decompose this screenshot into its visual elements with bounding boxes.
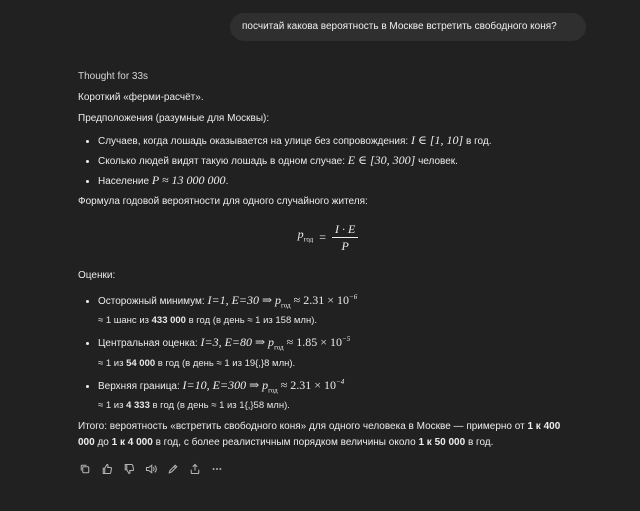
thumbs-down-icon[interactable] (122, 462, 136, 476)
intro-text: Короткий «ферми-расчёт». (78, 92, 204, 103)
formula-header: Формула годовой вероятности для одного случайного жителя: (78, 196, 368, 207)
copy-icon[interactable] (78, 462, 92, 476)
message-actions (78, 462, 224, 476)
user-message-text: посчитай какова вероятность в Москве встретить свободного коня? (242, 21, 557, 32)
speaker-icon[interactable] (144, 462, 158, 476)
assistant-response (78, 70, 578, 458)
estimate-item: • Осторожный минимум: I=1, E=30 ⇒ $p_{год} \approx 2.31 \times 10^{-6}$ ≈ 1 шанс из 433 000 в год (в день ≈ 1 из 158 млн). (98, 290, 578, 328)
formula-lhs: $p_{год}$ (297, 227, 314, 244)
estimates-list (78, 290, 578, 413)
assumptions-header: Предположения (разумные для Москвы): (78, 113, 270, 124)
assumption-item: • Случаев, когда лошадь оказывается на улице без сопровождения: I ∈ [1, 10] в год. (98, 133, 578, 149)
summary-text: Итого: вероятность «встретить свободного коня» для одного человека в Москве — примерно от 1 к 400 000 до 1 к 4 000 в год, с более реалистичным порядком величины около 1 к 50 000 в год. (78, 421, 561, 449)
assumption-item: • Население P ≈ 13 000 000. (98, 173, 578, 189)
formula-fraction: $\frac{I \cdot E}{P}$ (332, 222, 358, 253)
assumption-item: • Сколько людей видят такую лошадь в одном случае: E ∈ [30, 300] человек. (98, 153, 578, 169)
assumptions-list (78, 133, 578, 189)
estimates-header: Оценки: (78, 270, 116, 281)
estimate-item: • Верхняя граница: I=10, E=300 ⇒ $p_{год} \approx 2.31 \times 10^{-4}$ ≈ 1 из 4 333 в год (в день ≈ 1 из 1{,}58 млн). (98, 375, 578, 413)
probability-formula: $p_{год}$ = $\frac{I \cdot E}{P}$ (78, 219, 578, 255)
thumbs-up-icon[interactable] (100, 462, 114, 476)
more-icon[interactable] (210, 462, 224, 476)
share-icon[interactable] (188, 462, 202, 476)
user-message-bubble (230, 13, 586, 41)
thought-duration[interactable]: Thought for 33s (78, 71, 149, 82)
edit-icon[interactable] (166, 462, 180, 476)
estimate-item: • Центральная оценка: I=3, E=80 ⇒ $p_{год} \approx 1.85 \times 10^{-5}$ ≈ 1 из 54 000 в год (в день ≈ 1 из 19{,}8 млн). (98, 332, 578, 370)
